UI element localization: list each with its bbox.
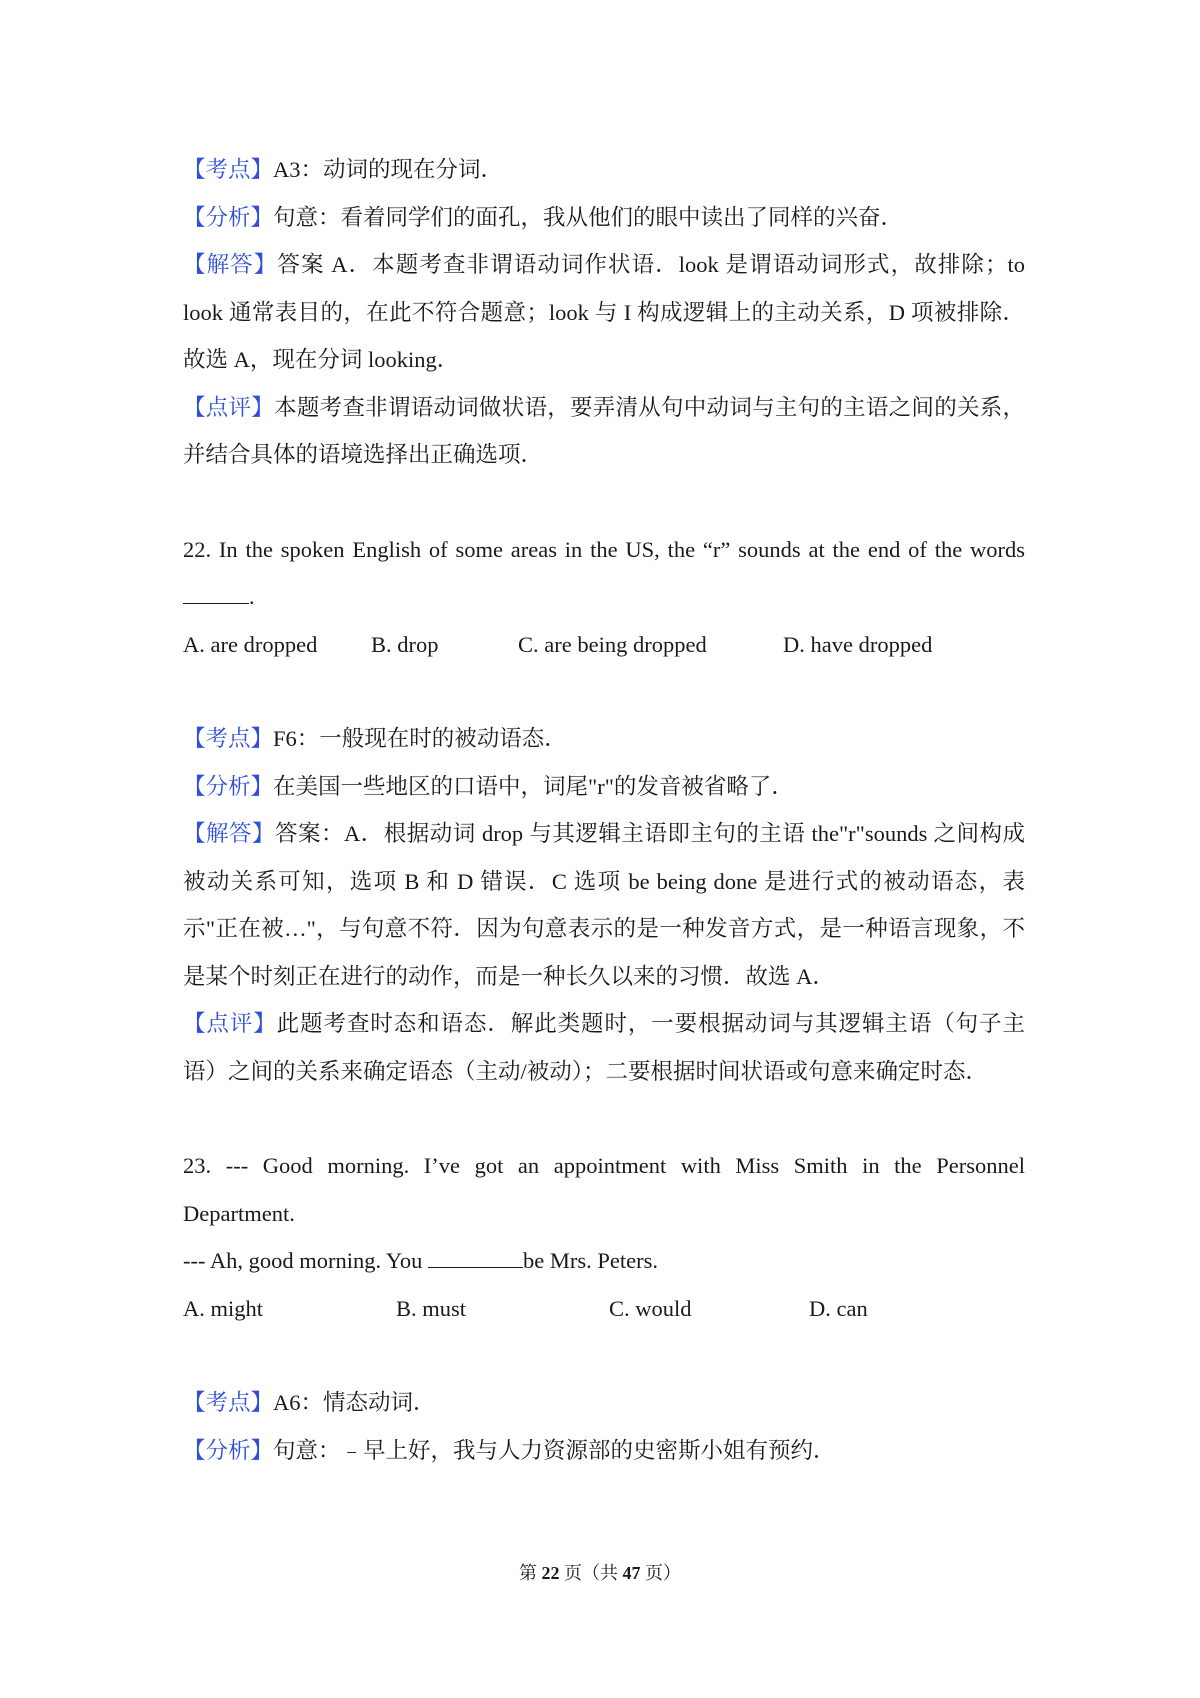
fenxi-paragraph: [183, 194, 1025, 242]
fenxi-tag: 【分析】: [183, 204, 274, 230]
option-d: D. can: [809, 1295, 868, 1321]
dianping-tag: 【点评】: [183, 1011, 277, 1036]
kaodian-paragraph: [183, 715, 1025, 763]
jieda-text: 答案 A．本题考查非谓语动词作状语．look 是谓语动词形式，故排除；to look 通常表目的，在此不符合题意；look 与 I 构成逻辑上的主动关系，D 项被排除．故选 A，现在分词 looking．: [183, 252, 1025, 372]
fenxi-paragraph: [183, 763, 1025, 811]
question-22-stem: [183, 526, 1025, 621]
page-footer: [0, 1559, 1200, 1585]
dianping-paragraph: [183, 384, 1025, 479]
kaodian-text: F6：一般现在时的被动语态．: [273, 726, 567, 751]
option-c: C. would: [609, 1295, 692, 1321]
spacer: [183, 1332, 1025, 1379]
spacer: [183, 479, 1025, 526]
page-content: [183, 146, 1025, 1474]
question-23-line-1: 23. --- Good morning. I’ve got an appointment with Miss Smith in the Personnel Department.: [183, 1153, 1025, 1226]
option-a: A. might: [183, 1295, 264, 1321]
fenxi-tag: 【分析】: [183, 773, 274, 799]
kaodian-paragraph: [183, 146, 1025, 194]
kaodian-text: A6：情态动词．: [273, 1390, 436, 1415]
answer-blank: [428, 1245, 523, 1268]
option-b: B. must: [396, 1295, 467, 1321]
kaodian-paragraph: [183, 1379, 1025, 1427]
fenxi-text: 在美国一些地区的口语中，词尾"r"的发音被省略了．: [273, 773, 794, 799]
option-a: A. are dropped: [183, 631, 318, 657]
total-pages: 47: [622, 1563, 641, 1583]
dianping-paragraph: [183, 1000, 1025, 1095]
dianping-text: 本题考查非谓语动词做状语，要弄清从句中动词与主句的主语之间的关系，并结合具体的语境选择出正确选项．: [183, 394, 1025, 467]
question-22-options: [183, 621, 1025, 669]
footer-suffix: 页）: [640, 1563, 681, 1583]
question-22-stem-text: 22. In the spoken English of some areas in the US, the “r” sounds at the end of the words: [183, 536, 1025, 562]
jieda-text: 答案：A．根据动词 drop 与其逻辑主语即主句的主语 the"r"sounds 之间构成被动关系可知，选项 B 和 D 错误．C 选项 be being done 是进行式的被动语态，表示"正在被…"，与句意不符．因为句意表示的是一种发音方式，是一种语言现象，不是某个时刻正在进行的动作，而是一种长久以来的习惯．故选 A．: [183, 821, 1025, 989]
question-23-line-2-end: be Mrs. Peters.: [523, 1248, 659, 1273]
option-d: D. have dropped: [783, 631, 933, 657]
kaodian-tag: 【考点】: [183, 1390, 274, 1415]
page-number: 22: [541, 1563, 560, 1583]
question-23-options: [183, 1285, 1025, 1333]
dianping-tag: 【点评】: [183, 394, 275, 420]
fenxi-tag: 【分析】: [183, 1437, 274, 1463]
kaodian-tag: 【考点】: [183, 157, 274, 182]
question-22-stem-end: .: [249, 584, 255, 609]
footer-middle: 页（共: [559, 1563, 623, 1583]
question-23-line-2: [183, 1237, 1025, 1285]
jieda-tag: 【解答】: [183, 252, 278, 277]
footer-prefix: 第: [519, 1563, 542, 1583]
jieda-tag: 【解答】: [183, 821, 276, 846]
answer-blank: [183, 581, 249, 604]
kaodian-tag: 【考点】: [183, 726, 274, 751]
fenxi-paragraph: [183, 1427, 1025, 1475]
option-b: B. drop: [371, 631, 439, 657]
option-c: C. are being dropped: [518, 631, 707, 657]
jieda-paragraph: [183, 810, 1025, 1000]
spacer: [183, 668, 1025, 715]
dianping-text: 此题考查时态和语态．解此类题时，一要根据动词与其逻辑主语（句子主语）之间的关系来确定语态（主动/被动）；二要根据时间状语或句意来确定时态．: [183, 1011, 1025, 1084]
fenxi-text: 句意：﹣早上好，我与人力资源部的史密斯小姐有预约．: [273, 1437, 836, 1463]
kaodian-text: A3：动词的现在分词．: [273, 157, 504, 182]
jieda-paragraph: [183, 241, 1025, 384]
question-23-line-2-start: --- Ah, good morning. You: [183, 1248, 429, 1273]
fenxi-text: 句意：看着同学们的面孔，我从他们的眼中读出了同样的兴奋．: [273, 204, 904, 230]
spacer: [183, 1095, 1025, 1142]
